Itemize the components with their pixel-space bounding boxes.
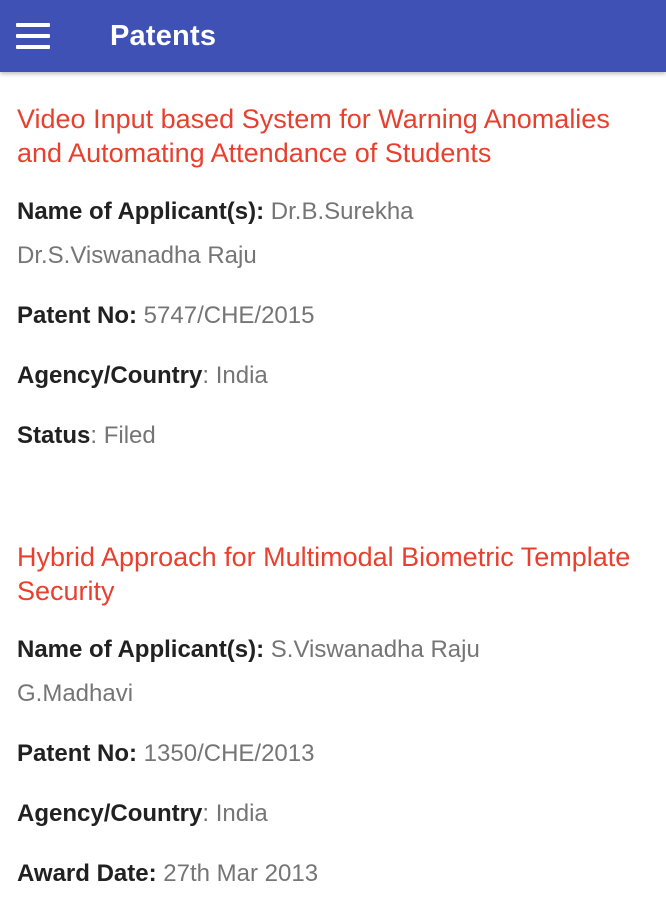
applicant-name: Dr.B.Surekha [270, 198, 414, 225]
agency-field [17, 792, 649, 836]
patent-no-value: 1350/CHE/2013 [143, 740, 315, 767]
patent-no-field [17, 732, 649, 776]
agency-separator: : [202, 362, 210, 389]
agency-label: Agency/Country [17, 362, 203, 389]
menu-bar-line [16, 34, 50, 38]
applicants-label: Name of Applicant(s): [17, 198, 265, 225]
status-separator: : [90, 422, 98, 449]
agency-value: India [215, 800, 268, 827]
applicants-label: Name of Applicant(s): [17, 636, 265, 663]
agency-label: Agency/Country [17, 800, 203, 827]
page-title: Patents [110, 19, 217, 52]
applicant-name: S.Viswanadha Raju [270, 636, 480, 663]
app-bar [0, 0, 666, 72]
hamburger-menu-icon[interactable] [16, 23, 50, 49]
patent-card [0, 540, 666, 896]
patent-card [0, 102, 666, 458]
status-field [17, 414, 649, 458]
agency-value: India [215, 362, 268, 389]
patent-no-value: 5747/CHE/2015 [143, 302, 315, 329]
status-label: Status [17, 422, 91, 449]
patent-title[interactable]: Video Input based System for Warning Anomalies and Automating Attendance of Students [17, 104, 610, 168]
status-value: Filed [103, 422, 156, 449]
menu-bar-line [16, 23, 50, 27]
applicant-name: G.Madhavi [17, 680, 134, 707]
award-date-label: Award Date: [17, 860, 157, 887]
applicants-field [17, 628, 649, 672]
patent-title[interactable]: Hybrid Approach for Multimodal Biometric Template Security [17, 542, 631, 606]
applicants-field [17, 190, 649, 234]
applicant-name: Dr.S.Viswanadha Raju [17, 242, 257, 269]
agency-field [17, 354, 649, 398]
patent-no-label: Patent No: [17, 740, 137, 767]
patent-no-field [17, 294, 649, 338]
patents-list[interactable] [0, 72, 666, 900]
award-date-value: 27th Mar 2013 [163, 860, 319, 887]
award-date-field [17, 852, 649, 896]
patent-no-label: Patent No: [17, 302, 137, 329]
menu-bar-line [16, 45, 50, 49]
agency-separator: : [202, 800, 210, 827]
